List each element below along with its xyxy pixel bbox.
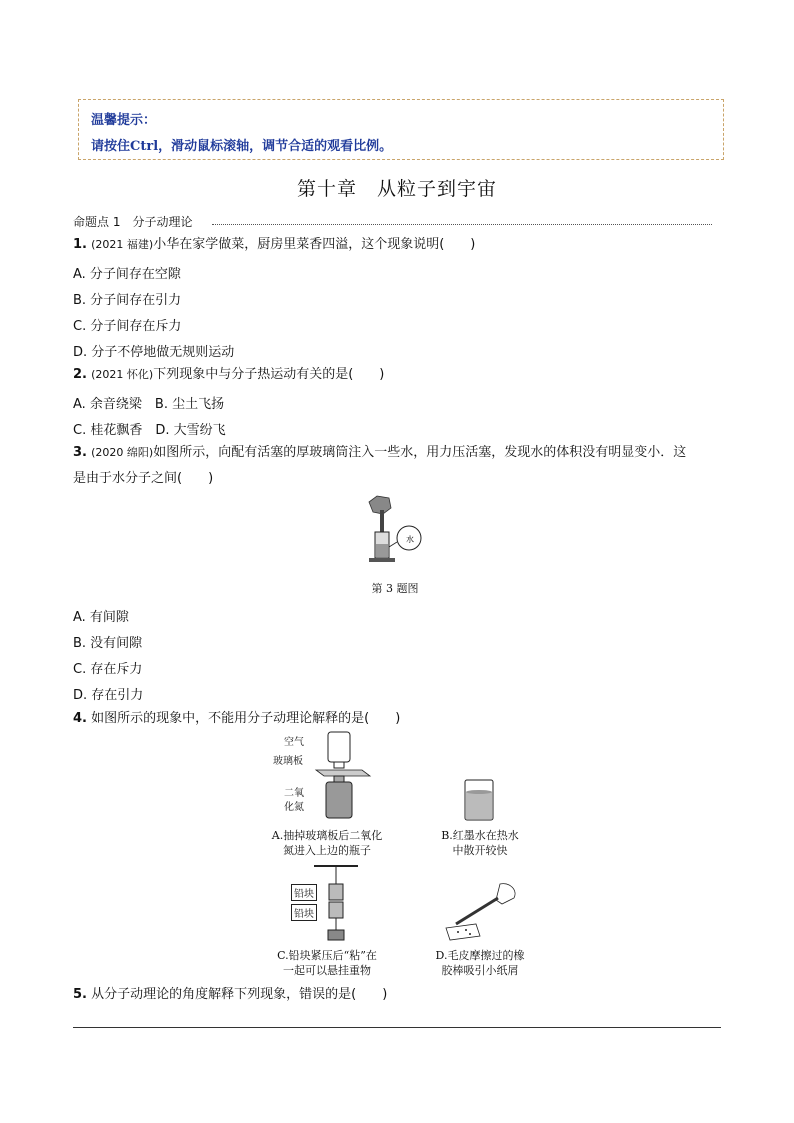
question-5: [73, 986, 387, 1004]
question-2: [73, 366, 384, 384]
bottom-rule: [73, 1027, 721, 1028]
label-lead-1: 铅块: [291, 884, 317, 901]
figure-3-syringe: [355, 492, 435, 574]
tip-text: 请按住Ctrl，滑动鼠标滚轴，调节合适的观看比例。: [91, 139, 393, 154]
figure-4b-beaker: [460, 776, 500, 824]
option: D. 分子不停地做无规则运动: [73, 345, 235, 360]
question-source: (2021 福建): [91, 238, 154, 251]
question-text: 下列现象中与分子热运动有关的是( ): [153, 367, 385, 382]
topic-rule: [212, 224, 712, 225]
caption-line: A.抽掉玻璃板后二氧化: [271, 829, 383, 842]
option: C. 存在斥力: [73, 662, 143, 677]
caption-line: 氮进入上边的瓶子: [283, 844, 371, 857]
question-text: 从分子动理论的角度解释下列现象，错误的是( ): [91, 987, 388, 1002]
figure-4b-caption: [410, 828, 550, 858]
figure-4c-caption: [247, 948, 407, 978]
question-number: 5.: [73, 987, 87, 1002]
option: A. 分子间存在空隙: [73, 267, 181, 282]
figure-4d-caption: [410, 948, 550, 978]
caption-line: 胶棒吸引小纸屑: [441, 964, 519, 977]
question-4: [73, 710, 400, 728]
question-number: 2.: [73, 367, 87, 382]
chapter-title: 第十章 从粒子到宇宙: [296, 178, 497, 200]
option: D. 存在引力: [73, 688, 144, 703]
question-number: 1.: [73, 237, 87, 252]
question-text: 小华在家学做菜，厨房里菜香四溢，这个现象说明( ): [153, 237, 476, 252]
tip-box: [78, 99, 724, 160]
topic-heading: 命题点 1 分子动理论: [73, 215, 193, 229]
caption-line: 一起可以悬挂重物: [283, 964, 371, 977]
question-text: 如图所示，向配有活塞的厚玻璃筒注入一些水，用力压活塞，发现水的体积没有明显变小．这: [153, 445, 687, 460]
tip-title: 温馨提示：: [91, 113, 157, 128]
question-number: 3.: [73, 445, 87, 460]
question-number: 4.: [73, 711, 87, 726]
figure-4a-caption: [247, 828, 407, 858]
label-air: 空气: [284, 737, 304, 748]
option: C. 分子间存在斥力: [73, 319, 182, 334]
option: A. 余音绕梁 B. 尘土飞扬: [73, 397, 225, 412]
label-lead-2: 铅块: [291, 904, 317, 921]
figure-4c-lead-blocks: [314, 864, 358, 942]
option: B. 没有间隙: [73, 636, 143, 651]
question-source: (2021 怀化): [91, 368, 154, 381]
question-source: (2020 绵阳): [91, 446, 154, 459]
label-no2-1: 二氧: [284, 788, 304, 799]
option: C. 桂花飘香 D. 大雪纷飞: [73, 423, 226, 438]
figure-4a-bottles: [310, 730, 390, 822]
question-3: [73, 444, 686, 462]
option: A. 有间隙: [73, 610, 129, 625]
caption-line: B.红墨水在热水: [441, 829, 519, 842]
label-no2-2: 化氮: [284, 802, 304, 813]
question-text-cont: 是由于水分子之间( ): [73, 471, 214, 486]
caption-line: D.毛皮摩擦过的橡: [435, 949, 525, 962]
question-text: 如图所示的现象中，不能用分子动理论解释的是( ): [91, 711, 401, 726]
figure-3-caption: 第 3 题图: [371, 582, 419, 595]
figure-3-label: 水: [406, 535, 414, 544]
question-1: [73, 236, 475, 254]
caption-line: C.铅块紧压后“粘”在: [277, 949, 377, 962]
label-glass-plate: 玻璃板: [273, 756, 303, 767]
figure-4d-rod: [440, 880, 520, 942]
caption-line: 中散开较快: [452, 844, 508, 857]
option: B. 分子间存在引力: [73, 293, 182, 308]
